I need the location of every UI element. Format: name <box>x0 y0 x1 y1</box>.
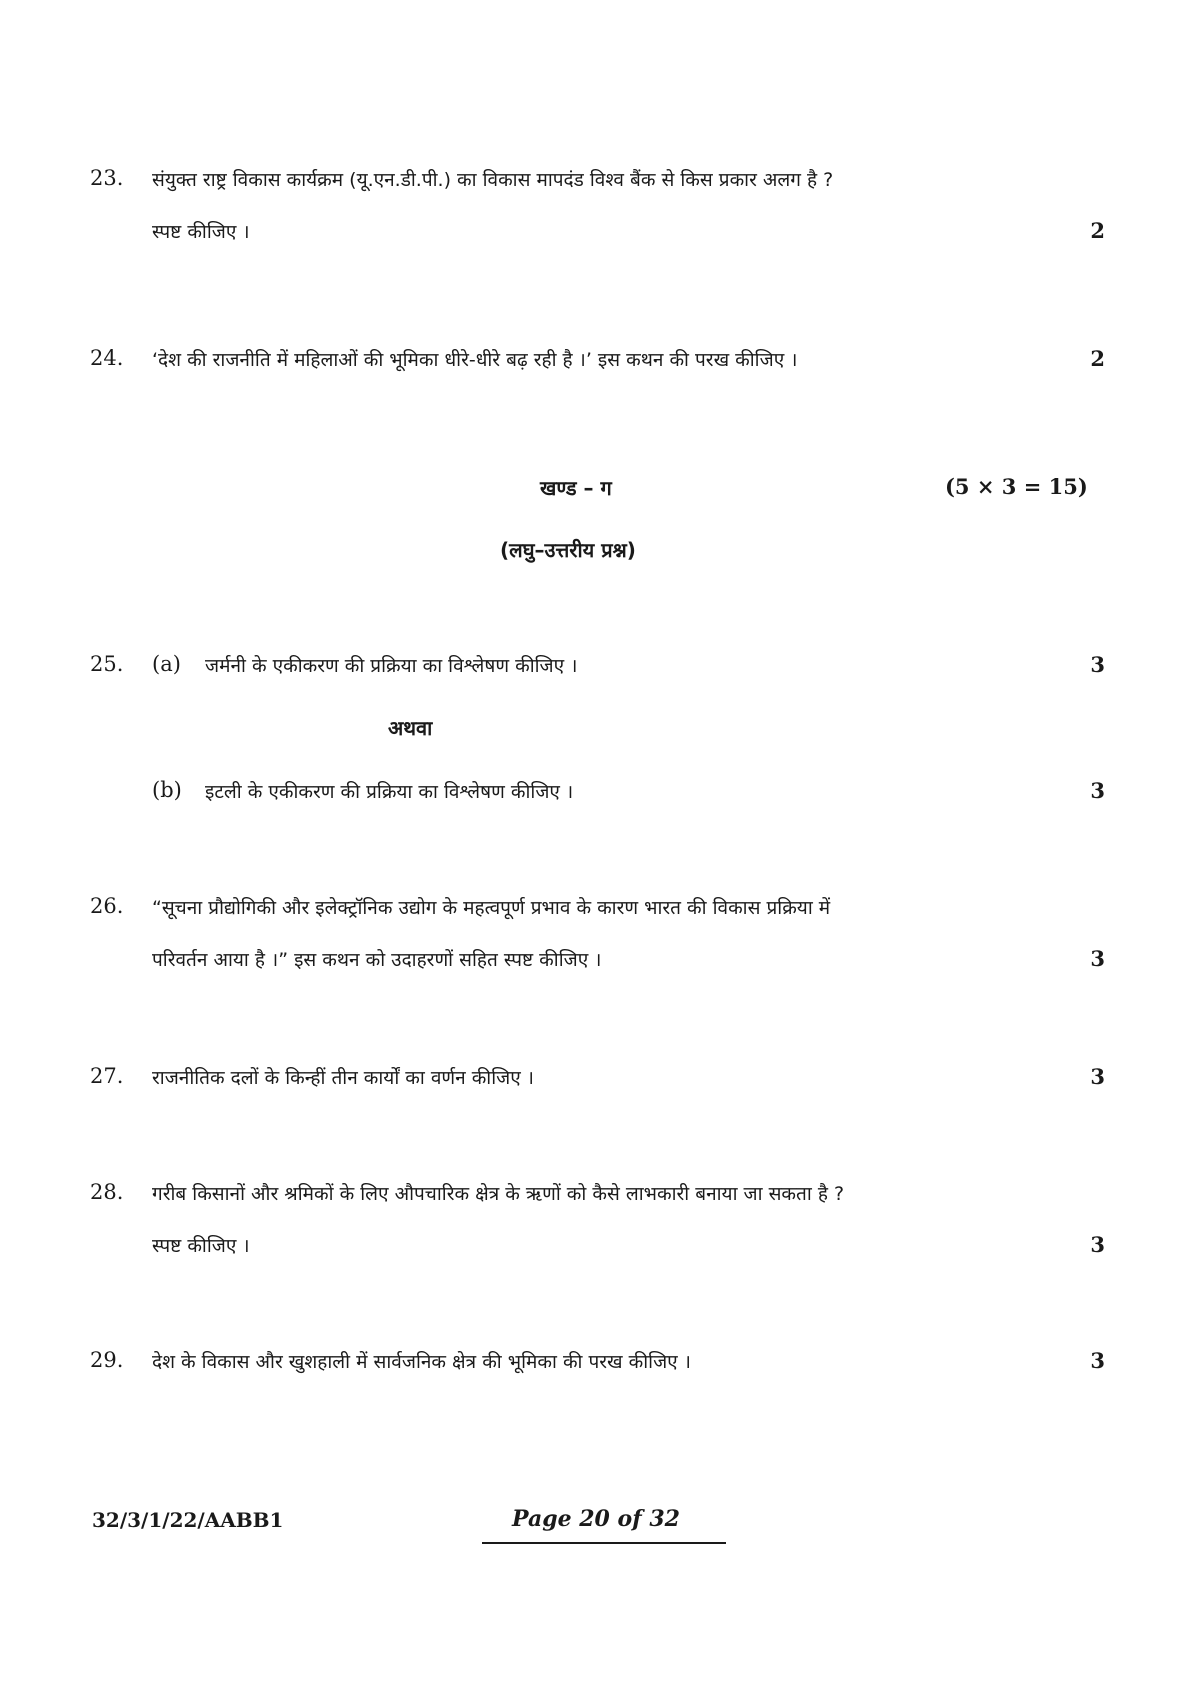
question-text: ‘देश की राजनीति में महिलाओं की भूमिका धीरे-धीरे बढ़ रही है ।’ इस कथन की परख कीजिए । <box>152 349 798 371</box>
question-number: 25. <box>90 652 124 676</box>
question-text: “सूचना प्रौद्योगिकी और इलेक्ट्रॉनिक उद्योग के महत्वपूर्ण प्रभाव के कारण भारत की विकास प्रक्रिया में <box>152 897 831 919</box>
question-marks: 3 <box>1090 1232 1105 1257</box>
paper-code: 32/3/1/22/AABB1 <box>92 1508 284 1532</box>
part-text: इटली के एकीकरण की प्रक्रिया का विश्लेषण कीजिए । <box>205 781 574 803</box>
question-marks: 3 <box>1090 778 1105 803</box>
question-text: संयुक्त राष्ट्र विकास कार्यक्रम (यू.एन.डी.पी.) का विकास मापदंड विश्व बैंक से किस प्रकार अलग है ? <box>152 169 834 191</box>
part-label: (a) <box>152 652 181 676</box>
question-number: 26. <box>90 894 124 918</box>
question-number: 23. <box>90 166 124 190</box>
question-number: 29. <box>90 1348 124 1372</box>
question-marks: 3 <box>1090 1348 1105 1373</box>
question-text: राजनीतिक दलों के किन्हीं तीन कार्यों का वर्णन कीजिए । <box>152 1067 534 1089</box>
section-subtitle: (लघु–उत्तरीय प्रश्न) <box>500 538 636 562</box>
question-number: 27. <box>90 1064 124 1088</box>
question-text: स्पष्ट कीजिए । <box>152 1235 250 1257</box>
part-label: (b) <box>152 778 182 802</box>
footer-underline <box>482 1542 726 1544</box>
question-marks: 2 <box>1090 346 1105 371</box>
question-marks: 3 <box>1090 652 1105 677</box>
section-title: खण्ड – ग <box>540 476 612 500</box>
question-text: परिवर्तन आया है ।” इस कथन को उदाहरणों सहित स्पष्ट कीजिए । <box>152 949 602 971</box>
question-text: स्पष्ट कीजिए । <box>152 221 250 243</box>
question-text: देश के विकास और खुशहाली में सार्वजनिक क्षेत्र की भूमिका की परख कीजिए । <box>152 1351 691 1373</box>
question-marks: 2 <box>1090 218 1105 243</box>
page-number: Page 20 of 32 <box>512 1506 680 1532</box>
question-number: 24. <box>90 346 124 370</box>
question-number: 28. <box>90 1180 124 1204</box>
or-label: अथवा <box>388 716 433 740</box>
part-text: जर्मनी के एकीकरण की प्रक्रिया का विश्लेषण कीजिए । <box>205 655 578 677</box>
section-marks: (5 × 3 = 15) <box>945 474 1088 499</box>
question-marks: 3 <box>1090 946 1105 971</box>
question-marks: 3 <box>1090 1064 1105 1089</box>
question-text: गरीब किसानों और श्रमिकों के लिए औपचारिक क्षेत्र के ऋणों को कैसे लाभकारी बनाया जा सकता है ? <box>152 1183 845 1205</box>
